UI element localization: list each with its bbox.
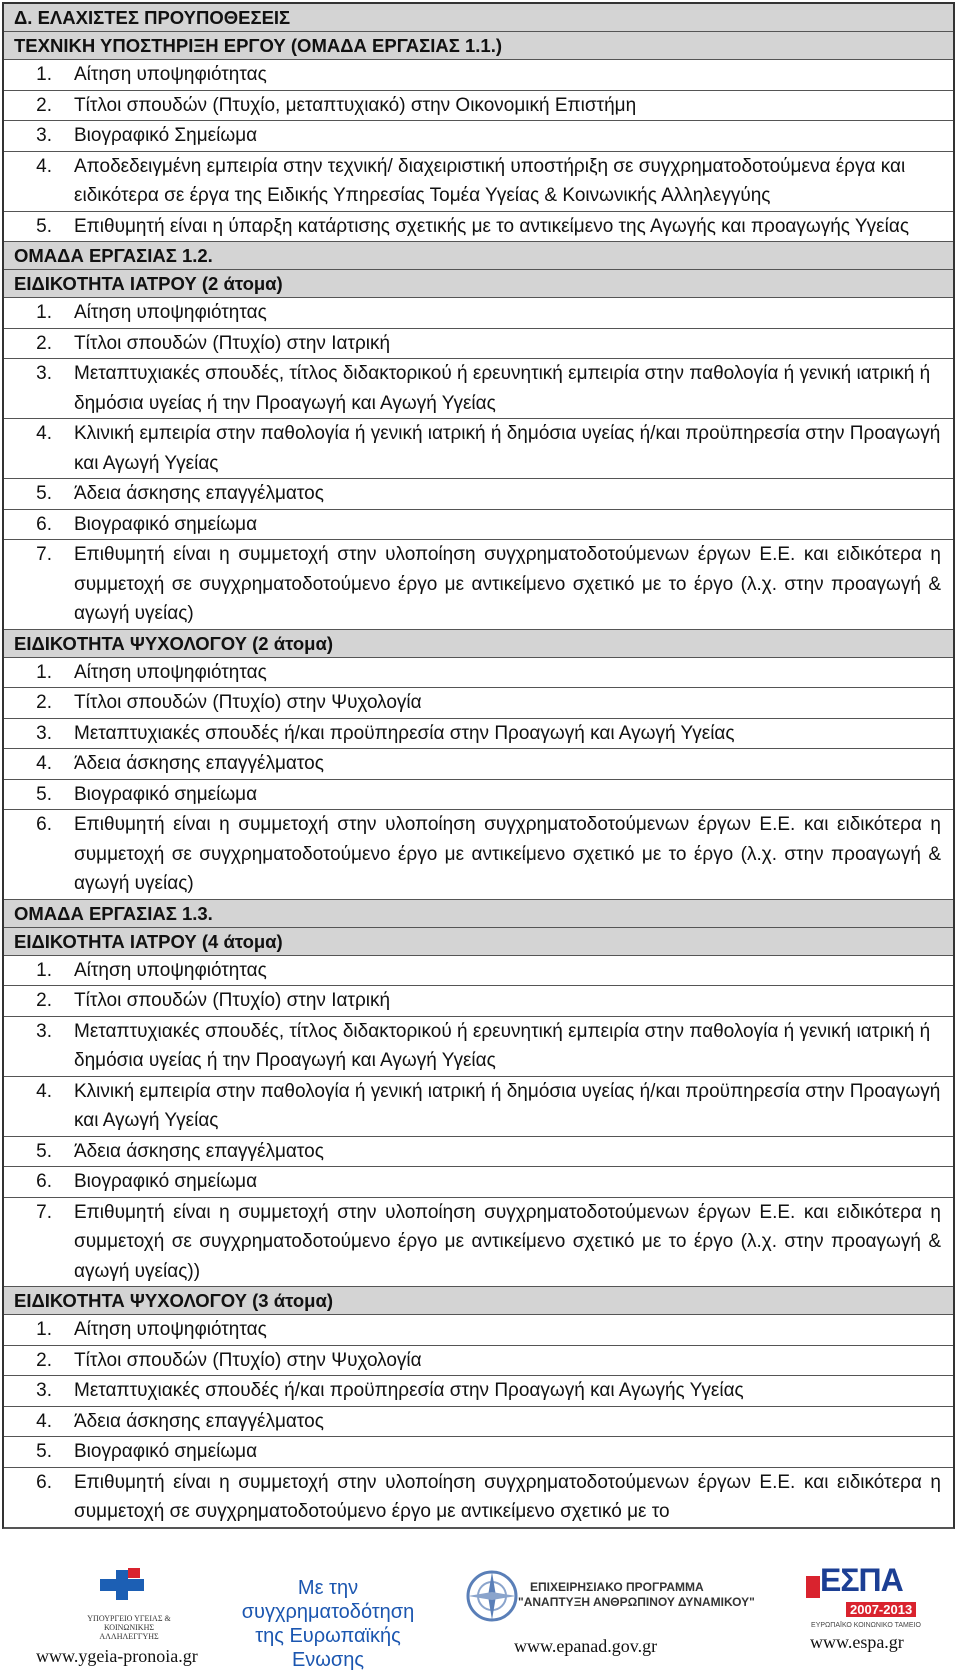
requirement-item — [4, 749, 953, 780]
requirement-item — [4, 1167, 953, 1198]
requirement-item — [4, 419, 953, 479]
item-number: 6. — [36, 513, 52, 535]
footer — [0, 1562, 960, 1678]
item-number: 4. — [36, 753, 52, 774]
item-number: 4. — [36, 155, 52, 177]
item-text: Μεταπτυχιακές σπουδές ή/και προϋπηρεσία στην Προαγωγή και Αγωγή Υγείας — [74, 722, 735, 744]
requirement-item — [4, 780, 953, 811]
item-text: Βιογραφικό σημείωμα — [74, 513, 258, 535]
item-text: Μεταπτυχιακές σπουδές, τίτλος διδακτορικού ή ερευνητική εμπειρία στην παθολογία ή γενική ιατρική ή δημόσια υγείας ή την Προαγωγή και Αγωγή Υγείας — [74, 363, 931, 414]
section-header: ΤΕΧΝΙΚΗ ΥΠΟΣΤΗΡΙΞΗ ΕΡΓΟΥ (ΟΜΑΔΑ ΕΡΓΑΣΙΑΣ 1.1.) — [4, 32, 953, 60]
item-text: Αίτηση υποψηφιότητας — [74, 661, 267, 683]
requirement-item — [4, 810, 953, 900]
item-text: Βιογραφικό Σημείωμα — [74, 125, 258, 146]
requirement-item — [4, 986, 953, 1017]
item-number: 1. — [36, 1319, 52, 1340]
item-text: Αίτηση υποψηφιότητας — [74, 1319, 267, 1340]
item-text: Επιθυμητή είναι η συμμετοχή στην υλοποίηση συγχρηματοδοτούμενων έργων Ε.Ε. και ειδικότερα η συμμετοχή σε συγχρηματοδοτούμενο έργο με αντικείμενο σχετικό με το έργο (λ.χ. στην προαγωγή & αγωγή υγείας) — [74, 544, 941, 624]
item-text: Μεταπτυχιακές σπουδές ή/και προϋπηρεσία στην Προαγωγή και Αγωγής Υγείας — [74, 1380, 744, 1401]
item-number: 7. — [36, 1201, 52, 1223]
item-number: 5. — [36, 483, 52, 504]
item-text: Τίτλοι σπουδών (Πτυχίο) στην Ιατρική — [74, 990, 391, 1011]
requirement-item — [4, 479, 953, 510]
item-text: Επιθυμητή είναι η συμμετοχή στην υλοποίηση συγχρηματοδοτούμενων έργων Ε.Ε. και ειδικότερα η συμμετοχή σε συγχρηματοδοτούμενο έργο με αντικείμενο σχετικό με το — [74, 1471, 941, 1522]
espa-logo-text: ΕΣΠΑ — [820, 1562, 903, 1598]
requirements-table — [2, 2, 955, 1529]
espa-years: 2007-2013 — [846, 1602, 916, 1617]
item-text: Αίτηση υποψηφιότητας — [74, 959, 267, 981]
section-header: ΕΙΔΙΚΟΤΗΤΑ ΙΑΤΡΟΥ (4 άτομα) — [4, 928, 953, 956]
item-number: 3. — [36, 1380, 52, 1401]
requirement-item — [4, 1407, 953, 1438]
item-number: 5. — [36, 1140, 52, 1162]
section-header: ΕΙΔΙΚΟΤΗΤΑ ΨΥΧΟΛΟΓΟΥ (2 άτομα) — [4, 630, 953, 658]
requirement-item — [4, 1017, 953, 1077]
ministry-cross-logo — [92, 1564, 152, 1604]
requirement-item — [4, 1468, 953, 1528]
item-number: 7. — [36, 544, 52, 565]
requirement-item — [4, 91, 953, 122]
requirement-item — [4, 688, 953, 719]
item-number: 6. — [36, 1471, 52, 1493]
requirement-item — [4, 1315, 953, 1346]
epanad-title-1: ΕΠΙΧΕΙΡΗΣΙΑΚΟ ΠΡΟΓΡΑΜΜΑ — [530, 1580, 704, 1594]
requirement-item — [4, 152, 953, 212]
requirement-item — [4, 510, 953, 541]
eu-funding-text: Με την συγχρηματοδότηση της Ευρωπαϊκής Ενωσης — [241, 1577, 415, 1671]
item-text: Αίτηση υποψηφιότητας — [74, 64, 267, 85]
item-text: Μεταπτυχιακές σπουδές, τίτλος διδακτορικού ή ερευνητική εμπειρία στην παθολογία ή γενική ιατρική ή δημόσια υγείας ή την Προαγωγή και Αγωγή Υγείας — [74, 1020, 931, 1071]
espa-subtitle: ΕΥΡΩΠΑΪΚΟ ΚΟΙΝΩΝΙΚΟ ΤΑΜΕΙΟ — [811, 1622, 921, 1629]
section-header: Δ. ΕΛΑΧΙΣΤΕΣ ΠΡΟΥΠΟΘΕΣΕΙΣ — [4, 4, 953, 32]
item-text: Άδεια άσκησης επαγγέλματος — [74, 1140, 324, 1162]
epanad-link[interactable]: www.epanad.gov.gr — [514, 1636, 658, 1656]
requirement-item — [4, 121, 953, 152]
item-number: 2. — [36, 1349, 52, 1371]
item-text: Κλινική εμπειρία στην παθολογία ή γενική ιατρική ή δημόσια υγείας ή/και προϋπηρεσία στην Προαγωγή και Αγωγή Υγείας — [74, 423, 941, 474]
item-text: Επιθυμητή είναι η συμμετοχή στην υλοποίηση συγχρηματοδοτούμενων έργων Ε.Ε. και ειδικότερα η συμμετοχή σε συγχρηματοδοτούμενο έργο με αντικείμενο σχετικό με το έργο (λ.χ. στην προαγωγή & αγωγή υγείας) — [74, 814, 941, 894]
item-text: Τίτλοι σπουδών (Πτυχίο) στην Ψυχολογία — [74, 692, 422, 713]
item-number: 1. — [36, 302, 52, 323]
requirement-item — [4, 60, 953, 91]
item-number: 5. — [36, 215, 52, 237]
item-text: Επιθυμητή είναι η συμμετοχή στην υλοποίηση συγχρηματοδοτούμενων έργων Ε.Ε. και ειδικότερα η συμμετοχή σε συγχρηματοδοτούμενο έργο με αντικείμενο σχετικό με το έργο (λ.χ. στην προαγωγή & αγωγή υγείας)) — [74, 1201, 941, 1282]
requirement-item — [4, 719, 953, 750]
item-number: 4. — [36, 1410, 52, 1432]
item-number: 3. — [36, 363, 52, 384]
requirement-item — [4, 1137, 953, 1168]
requirement-item — [4, 1077, 953, 1137]
item-number: 6. — [36, 814, 52, 835]
item-text: Επιθυμητή είναι η ύπαρξη κατάρτισης σχετικής με το αντικείμενο της Αγωγής και προαγωγής Υγείας — [74, 215, 909, 237]
item-number: 2. — [36, 94, 52, 116]
requirement-item — [4, 956, 953, 987]
item-text: Άδεια άσκησης επαγγέλματος — [74, 753, 324, 774]
requirement-item — [4, 658, 953, 689]
item-number: 1. — [36, 64, 52, 85]
requirement-item — [4, 329, 953, 360]
item-number: 2. — [36, 990, 52, 1011]
requirement-item — [4, 1198, 953, 1288]
item-number: 2. — [36, 692, 52, 713]
item-text: Αίτηση υποψηφιότητας — [74, 302, 267, 323]
requirement-item — [4, 1437, 953, 1468]
espa-logo — [806, 1562, 926, 1638]
requirement-item — [4, 298, 953, 329]
item-text: Τίτλοι σπουδών (Πτυχίο) στην Ψυχολογία — [74, 1349, 422, 1371]
item-text: Βιογραφικό σημείωμα — [74, 1171, 258, 1192]
item-text: Άδεια άσκησης επαγγέλματος — [74, 1410, 324, 1432]
item-text: Τίτλοι σπουδών (Πτυχίο) στην Ιατρική — [74, 332, 391, 354]
item-number: 3. — [36, 1020, 52, 1042]
requirement-item — [4, 540, 953, 630]
item-number: 5. — [36, 1441, 52, 1462]
item-text: Τίτλοι σπουδών (Πτυχίο, μεταπτυχιακό) στην Οικονομική Επιστήμη — [74, 94, 637, 116]
section-header: ΟΜΑΔΑ ΕΡΓΑΣΙΑΣ 1.2. — [4, 242, 953, 270]
item-number: 5. — [36, 783, 52, 805]
ministry-link[interactable]: www.ygeia-pronoia.gr — [36, 1646, 198, 1666]
item-number: 3. — [36, 722, 52, 744]
item-number: 1. — [36, 959, 52, 981]
epanad-title-2: "ΑΝΑΠΤΥΞΗ ΑΝΘΡΩΠΙΝΟΥ ΔΥΝΑΜΙΚΟΥ" — [518, 1595, 755, 1609]
section-header: ΕΙΔΙΚΟΤΗΤΑ ΨΥΧΟΛΟΓΟΥ (3 άτομα) — [4, 1287, 953, 1315]
item-text: Βιογραφικό σημείωμα — [74, 783, 258, 805]
item-text: Κλινική εμπειρία στην παθολογία ή γενική ιατρική ή δημόσια υγείας ή/και προϋπηρεσία στην Προαγωγή και Αγωγή Υγείας — [74, 1080, 941, 1131]
espa-link[interactable]: www.espa.gr — [810, 1632, 904, 1652]
item-text: Άδεια άσκησης επαγγέλματος — [74, 483, 324, 504]
ministry-name: ΥΠΟΥΡΓΕΙΟ ΥΓΕΙΑΣ & ΚΟΙΝΩΝΙΚΗΣ ΑΛΛΗΛΕΓΓΥΗΣ — [87, 1614, 171, 1641]
item-number: 1. — [36, 661, 52, 683]
requirement-item — [4, 1376, 953, 1407]
item-number: 6. — [36, 1171, 52, 1192]
section-header: ΟΜΑΔΑ ΕΡΓΑΣΙΑΣ 1.3. — [4, 900, 953, 928]
item-number: 3. — [36, 125, 52, 146]
item-number: 4. — [36, 423, 52, 444]
section-header: ΕΙΔΙΚΟΤΗΤΑ ΙΑΤΡΟΥ (2 άτομα) — [4, 270, 953, 298]
requirement-item — [4, 1346, 953, 1377]
requirement-item — [4, 359, 953, 419]
item-number: 4. — [36, 1080, 52, 1102]
espa-flag-mark — [806, 1576, 820, 1598]
item-number: 2. — [36, 332, 52, 354]
item-text: Αποδεδειγμένη εμπειρία στην τεχνική/ διαχειριστική υποστήριξη σε συγχρηματοδοτούμενα έργα και ειδικότερα σε έργα της Ειδικής Υπηρεσίας Τομέα Υγείας & Κοινωνικής Αλληλεγγύης — [74, 155, 906, 206]
requirement-item — [4, 212, 953, 243]
item-text: Βιογραφικό σημείωμα — [74, 1441, 258, 1462]
